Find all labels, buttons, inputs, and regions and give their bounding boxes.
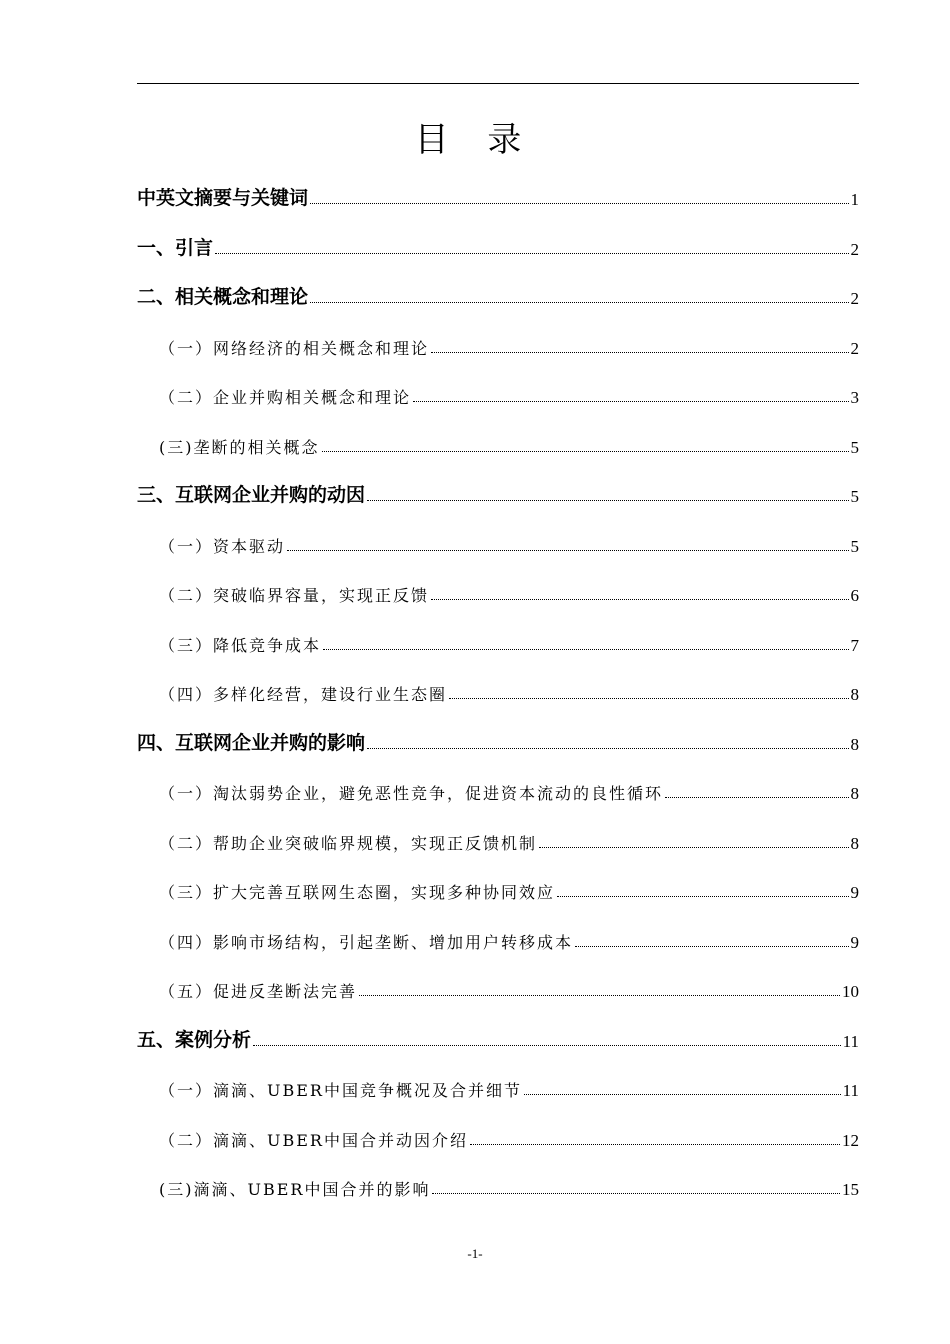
toc-entry-page: 9 <box>850 933 859 952</box>
dot-leader <box>359 995 840 996</box>
toc-entry-page: 8 <box>850 834 859 853</box>
toc-entry-page: 8 <box>850 784 859 803</box>
toc-entry[interactable] <box>137 1121 859 1151</box>
toc-entry-label: 四、互联网企业并购的影响 <box>137 732 366 754</box>
dot-leader <box>524 1094 841 1095</box>
toc-entry[interactable] <box>137 626 859 656</box>
toc-entry[interactable] <box>137 972 859 1002</box>
toc-entry-label: 中英文摘要与关键词 <box>137 187 309 209</box>
toc-entry[interactable] <box>137 329 859 359</box>
toc-entry[interactable] <box>137 279 859 309</box>
toc-entry-label: （三）降低竞争成本 <box>159 636 322 655</box>
dot-leader <box>432 1193 840 1194</box>
toc-entry-page: 7 <box>850 636 859 655</box>
toc-entry-label: （二）滴滴、UBER中国合并动因介绍 <box>159 1131 468 1150</box>
dot-leader <box>323 649 848 650</box>
dot-leader <box>413 401 848 402</box>
toc-title: 目 录 <box>414 120 536 160</box>
toc-entry-label: 二、相关概念和理论 <box>137 286 309 308</box>
toc-entry[interactable] <box>137 774 859 804</box>
toc-entry-page: 5 <box>850 438 859 457</box>
dot-leader <box>665 797 848 798</box>
toc-entry-page: 6 <box>850 586 859 605</box>
dot-leader <box>322 451 849 452</box>
dot-leader <box>253 1045 841 1046</box>
toc-entry-page: 2 <box>850 289 859 308</box>
toc-entry-page: 2 <box>850 240 859 259</box>
toc-entry-label: （一）网络经济的相关概念和理论 <box>159 339 430 358</box>
toc-entry-label: (三)滴滴、UBER中国合并的影响 <box>159 1180 431 1199</box>
toc-entry[interactable] <box>137 428 859 458</box>
toc-entry[interactable] <box>137 527 859 557</box>
page-number: -1- <box>467 1246 483 1261</box>
toc-entry-page: 15 <box>842 1180 859 1199</box>
toc-entry[interactable] <box>137 378 859 408</box>
toc-entry-label: (三)垄断的相关概念 <box>159 438 320 457</box>
toc-entry[interactable] <box>137 1071 859 1101</box>
dot-leader <box>367 748 848 749</box>
toc-entry-label: （一）淘汰弱势企业，避免恶性竞争，促进资本流动的良性循环 <box>159 784 664 803</box>
toc-entry-label: 一、引言 <box>137 237 214 259</box>
toc-entry-label: （二）企业并购相关概念和理论 <box>159 388 412 407</box>
toc-entry-page: 9 <box>850 883 859 902</box>
toc-entry[interactable] <box>137 576 859 606</box>
dot-leader <box>287 550 848 551</box>
toc-entry[interactable] <box>137 725 859 755</box>
toc-entry-page: 5 <box>850 537 859 556</box>
toc-entry-page: 10 <box>842 982 859 1001</box>
toc-entry-page: 2 <box>850 339 859 358</box>
dot-leader <box>470 1144 840 1145</box>
header-rule <box>137 83 859 84</box>
toc-entry-label: （四）影响市场结构，引起垄断、增加用户转移成本 <box>159 933 574 952</box>
dot-leader <box>310 302 848 303</box>
toc-entry-label: （三）扩大完善互联网生态圈，实现多种协同效应 <box>159 883 556 902</box>
dot-leader <box>215 253 848 254</box>
toc-entry[interactable] <box>137 1022 859 1052</box>
dot-leader <box>310 203 848 204</box>
toc-entry[interactable] <box>137 675 859 705</box>
dot-leader <box>367 500 848 501</box>
toc-entry-page: 1 <box>850 190 859 209</box>
toc-entry[interactable] <box>137 1170 859 1200</box>
dot-leader <box>431 352 848 353</box>
dot-leader <box>449 698 848 699</box>
toc-entry-label: （二）突破临界容量，实现正反馈 <box>159 586 430 605</box>
toc-entry[interactable] <box>137 824 859 854</box>
toc-entry[interactable] <box>137 230 859 260</box>
toc-entry[interactable] <box>137 873 859 903</box>
toc-entry-page: 3 <box>850 388 859 407</box>
toc-entry-label: （一）资本驱动 <box>159 537 286 556</box>
toc-entry-label: 三、互联网企业并购的动因 <box>137 484 366 506</box>
toc-entry-label: 五、案例分析 <box>137 1029 252 1051</box>
toc-entry-label: （四）多样化经营，建设行业生态圈 <box>159 685 448 704</box>
toc-entry-page: 11 <box>842 1081 859 1100</box>
toc-entry-label: （二）帮助企业突破临界规模，实现正反馈机制 <box>159 834 538 853</box>
dot-leader <box>557 896 848 897</box>
dot-leader <box>575 946 848 947</box>
dot-leader <box>539 847 848 848</box>
toc-entry[interactable] <box>137 477 859 507</box>
toc-entry-page: 8 <box>850 735 859 754</box>
toc-entry-page: 5 <box>850 487 859 506</box>
toc-entry[interactable] <box>137 923 859 953</box>
toc-entry-label: （五）促进反垄断法完善 <box>159 982 358 1001</box>
toc-entry-page: 12 <box>842 1131 859 1150</box>
dot-leader <box>431 599 848 600</box>
toc-entry-label: （一）滴滴、UBER中国竞争概况及合并细节 <box>159 1081 522 1100</box>
toc-entry-page: 11 <box>842 1032 859 1051</box>
toc-entry[interactable] <box>137 180 859 210</box>
toc-entry-page: 8 <box>850 685 859 704</box>
